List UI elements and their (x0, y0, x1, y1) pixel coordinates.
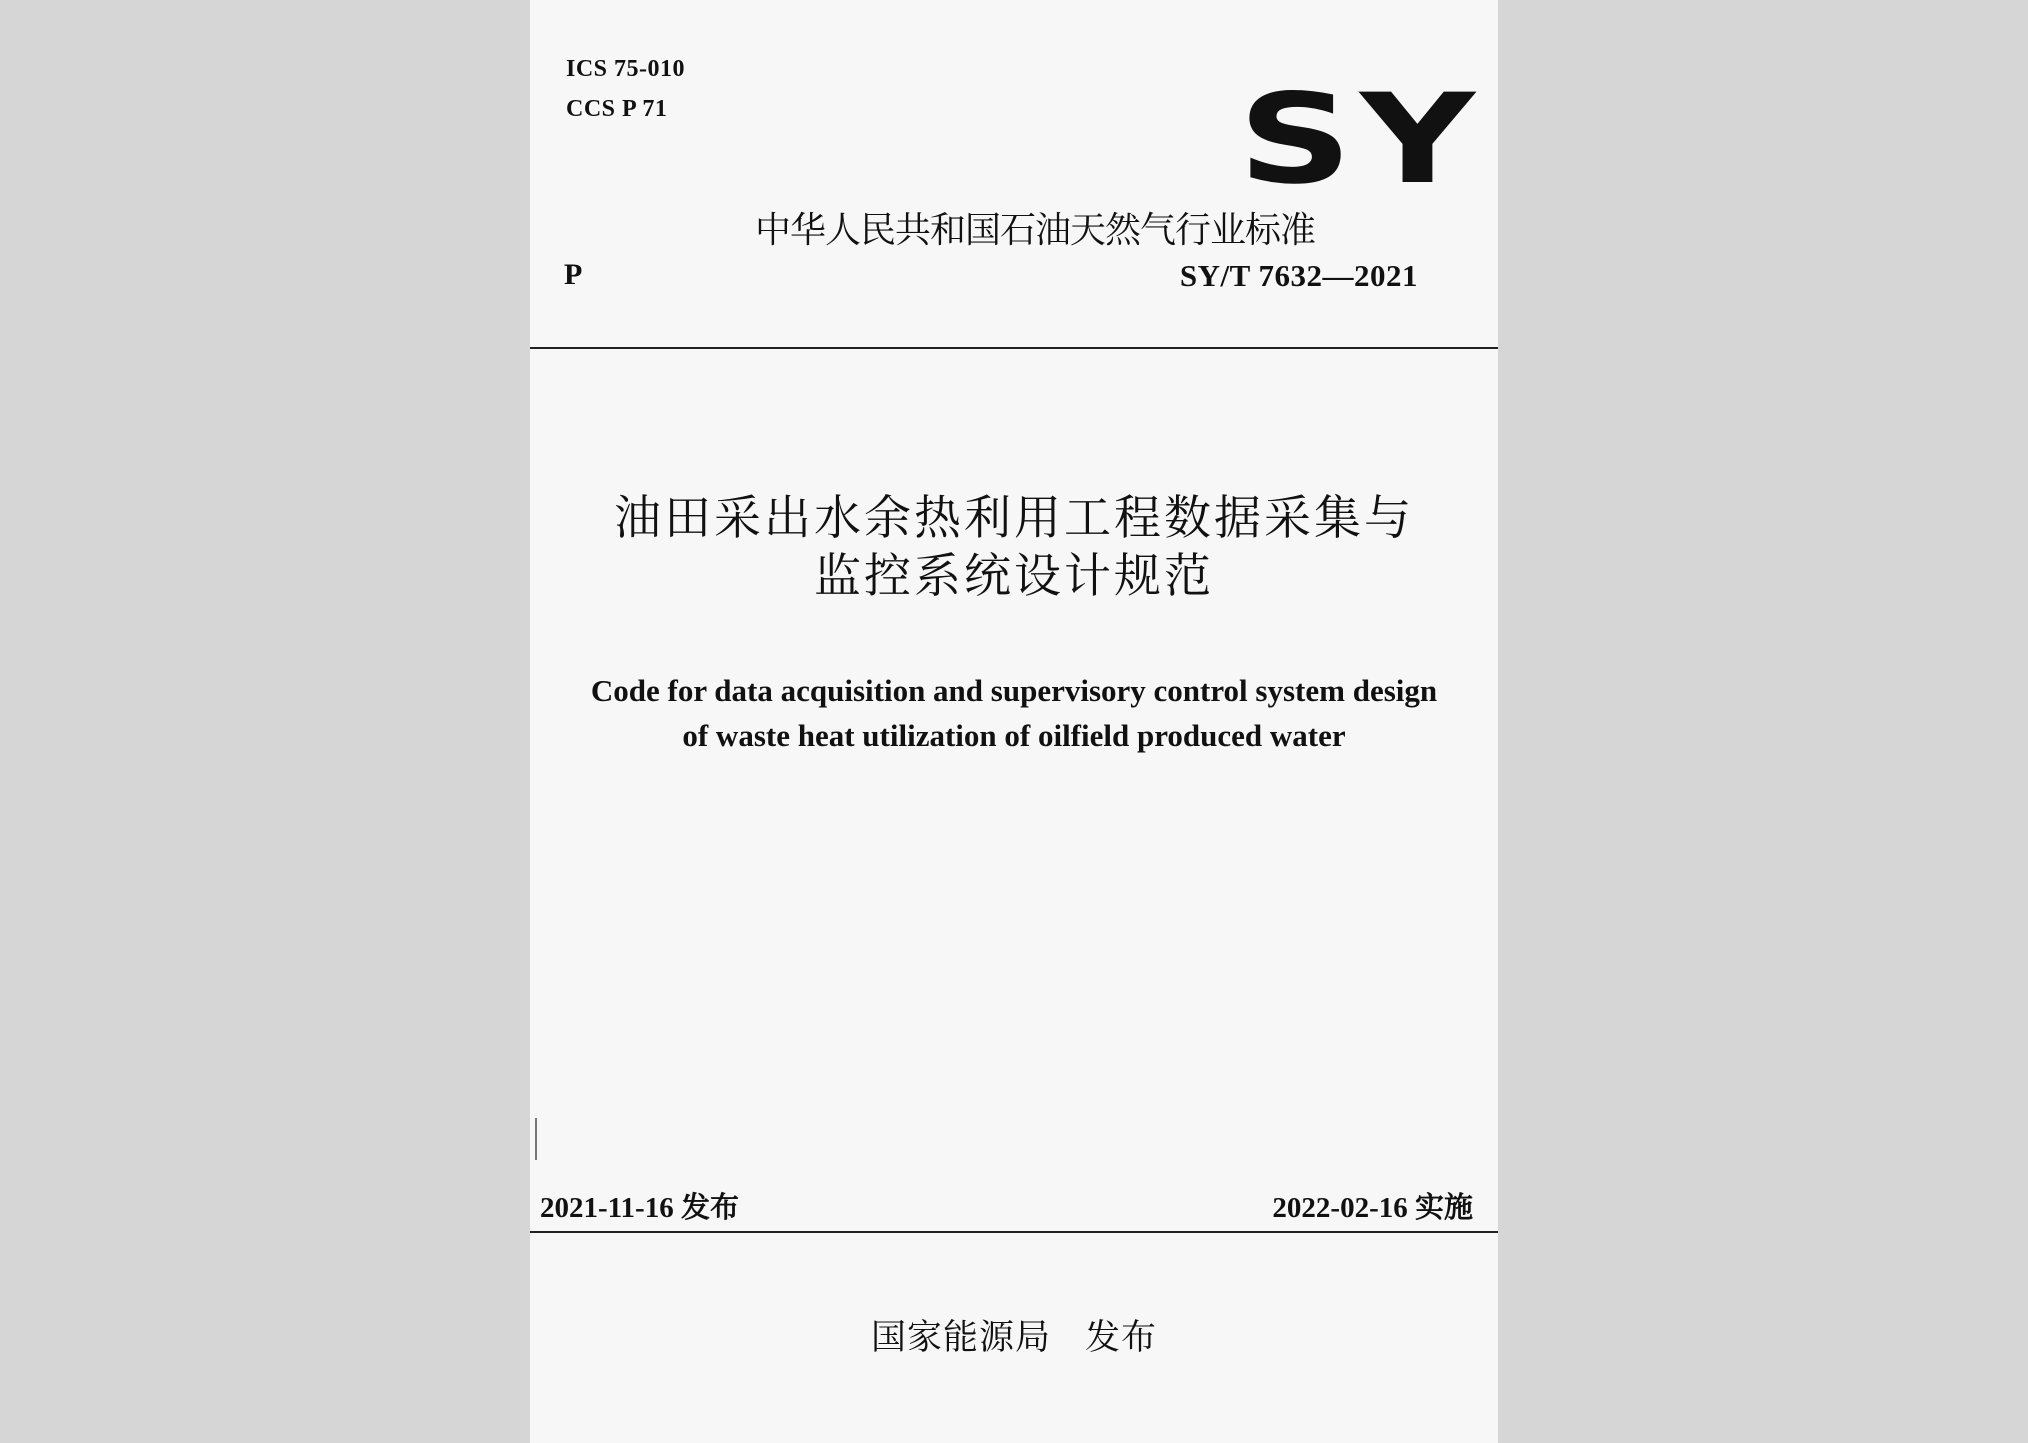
english-title-line-2: of waste heat utilization of oilfield produced water (682, 718, 1346, 753)
footer-divider (530, 1231, 1498, 1233)
category-letter: P (564, 258, 583, 291)
english-title (530, 668, 1498, 758)
issue-date-label: 发布 (680, 1190, 739, 1224)
industry-standard-heading: 中华人民共和国石油天然气行业标准 (755, 210, 1316, 251)
ics-code: ICS 75-010 (566, 56, 686, 82)
chinese-title (530, 490, 1498, 606)
header-divider (530, 347, 1498, 349)
publisher-label: 发布 (1085, 1318, 1158, 1358)
standard-number: SY/T 7632—2021 (1179, 258, 1418, 293)
chinese-title-line-2: 监控系统设计规范 (814, 549, 1214, 604)
english-title-line-1: Code for data acquisition and supervisory control system design (590, 673, 1438, 708)
publisher-name: 国家能源局 (870, 1318, 1051, 1358)
issue-date-value: 2021-11-16 (540, 1192, 674, 1224)
implementation-date-value: 2022-02-16 (1272, 1192, 1408, 1224)
ccs-code: CCS P 71 (566, 96, 668, 122)
chinese-title-line-1: 油田采出水余热利用工程数据采集与 (614, 491, 1414, 546)
scan-artifact (535, 1118, 537, 1160)
standard-cover-page (530, 0, 1498, 1443)
implementation-date-label: 实施 (1414, 1190, 1473, 1224)
issue-date (540, 1185, 739, 1226)
publisher-line (530, 1310, 1498, 1360)
implementation-date (1272, 1185, 1473, 1226)
sy-logo: SY (1238, 68, 1483, 212)
